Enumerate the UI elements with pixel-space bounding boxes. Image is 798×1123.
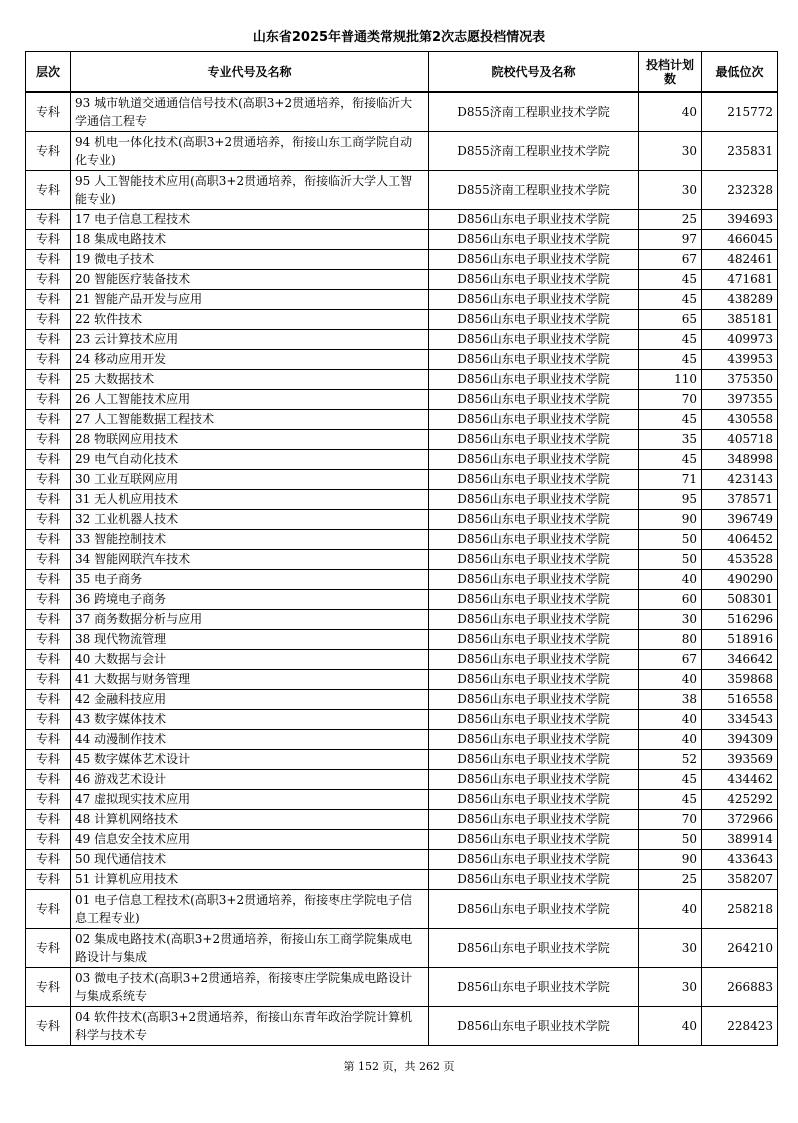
table-row <box>26 390 778 410</box>
cell-plan: 45 <box>639 450 702 470</box>
header-major: 专业代号及名称 <box>71 52 429 93</box>
cell-rank: 334543 <box>702 710 778 730</box>
cell-rank: 397355 <box>702 390 778 410</box>
cell-school: D855济南工程职业技术学院 <box>429 171 639 210</box>
table-row <box>26 850 778 870</box>
cell-major: 19 微电子技术 <box>71 250 429 270</box>
cell-plan: 97 <box>639 230 702 250</box>
cell-rank: 394693 <box>702 210 778 230</box>
header-plan: 投档计划数 <box>639 52 702 93</box>
cell-level: 专科 <box>26 230 71 250</box>
table-row <box>26 929 778 968</box>
table-row <box>26 550 778 570</box>
table-row <box>26 870 778 890</box>
cell-plan: 90 <box>639 850 702 870</box>
cell-school: D856山东电子职业技术学院 <box>429 968 639 1007</box>
table-row <box>26 450 778 470</box>
cell-rank: 258218 <box>702 890 778 929</box>
cell-major: 31 无人机应用技术 <box>71 490 429 510</box>
cell-major: 51 计算机应用技术 <box>71 870 429 890</box>
cell-plan: 30 <box>639 610 702 630</box>
table-row <box>26 370 778 390</box>
cell-level: 专科 <box>26 450 71 470</box>
cell-plan: 67 <box>639 250 702 270</box>
cell-major: 48 计算机网络技术 <box>71 810 429 830</box>
cell-school: D856山东电子职业技术学院 <box>429 490 639 510</box>
cell-school: D856山东电子职业技术学院 <box>429 610 639 630</box>
cell-school: D856山东电子职业技术学院 <box>429 1007 639 1046</box>
cell-school: D856山东电子职业技术学院 <box>429 310 639 330</box>
table-row <box>26 310 778 330</box>
cell-level: 专科 <box>26 730 71 750</box>
cell-school: D856山东电子职业技术学院 <box>429 550 639 570</box>
cell-plan: 30 <box>639 171 702 210</box>
table-row <box>26 610 778 630</box>
cell-school: D856山东电子职业技术学院 <box>429 630 639 650</box>
cell-major: 02 集成电路技术(高职3+2贯通培养，衔接山东工商学院集成电路设计与集成 <box>71 929 429 968</box>
table-row <box>26 810 778 830</box>
table-row <box>26 171 778 210</box>
cell-plan: 60 <box>639 590 702 610</box>
cell-school: D856山东电子职业技术学院 <box>429 870 639 890</box>
cell-major: 42 金融科技应用 <box>71 690 429 710</box>
table-row <box>26 1007 778 1046</box>
cell-rank: 235831 <box>702 132 778 171</box>
cell-level: 专科 <box>26 630 71 650</box>
cell-rank: 346642 <box>702 650 778 670</box>
cell-plan: 40 <box>639 570 702 590</box>
cell-major: 94 机电一体化技术(高职3+2贯通培养，衔接山东工商学院自动化专业) <box>71 132 429 171</box>
cell-rank: 430558 <box>702 410 778 430</box>
cell-rank: 228423 <box>702 1007 778 1046</box>
cell-major: 34 智能网联汽车技术 <box>71 550 429 570</box>
cell-level: 专科 <box>26 210 71 230</box>
cell-rank: 409973 <box>702 330 778 350</box>
cell-rank: 516558 <box>702 690 778 710</box>
admission-table <box>25 51 778 1046</box>
cell-plan: 50 <box>639 550 702 570</box>
cell-plan: 40 <box>639 890 702 929</box>
cell-level: 专科 <box>26 430 71 450</box>
cell-major: 28 物联网应用技术 <box>71 430 429 450</box>
cell-school: D856山东电子职业技术学院 <box>429 650 639 670</box>
table-row <box>26 690 778 710</box>
cell-rank: 453528 <box>702 550 778 570</box>
cell-rank: 438289 <box>702 290 778 310</box>
header-level: 层次 <box>26 52 71 93</box>
cell-level: 专科 <box>26 390 71 410</box>
cell-major: 40 大数据与会计 <box>71 650 429 670</box>
page-title: 山东省2025年普通类常规批第2次志愿投档情况表 <box>252 30 546 45</box>
cell-major: 38 现代物流管理 <box>71 630 429 650</box>
table-row <box>26 968 778 1007</box>
cell-plan: 52 <box>639 750 702 770</box>
cell-rank: 348998 <box>702 450 778 470</box>
cell-rank: 375350 <box>702 370 778 390</box>
cell-level: 专科 <box>26 810 71 830</box>
header-school: 院校代号及名称 <box>429 52 639 93</box>
cell-school: D856山东电子职业技术学院 <box>429 250 639 270</box>
cell-plan: 25 <box>639 870 702 890</box>
cell-school: D856山东电子职业技术学院 <box>429 230 639 250</box>
cell-rank: 423143 <box>702 470 778 490</box>
cell-plan: 30 <box>639 132 702 171</box>
cell-plan: 95 <box>639 490 702 510</box>
cell-level: 专科 <box>26 850 71 870</box>
cell-plan: 80 <box>639 630 702 650</box>
cell-school: D856山东电子职业技术学院 <box>429 470 639 490</box>
cell-plan: 38 <box>639 690 702 710</box>
cell-major: 37 商务数据分析与应用 <box>71 610 429 630</box>
cell-rank: 358207 <box>702 870 778 890</box>
cell-plan: 50 <box>639 830 702 850</box>
cell-major: 18 集成电路技术 <box>71 230 429 250</box>
cell-level: 专科 <box>26 370 71 390</box>
cell-level: 专科 <box>26 890 71 929</box>
cell-rank: 482461 <box>702 250 778 270</box>
cell-level: 专科 <box>26 690 71 710</box>
table-header-row <box>26 52 778 93</box>
cell-plan: 70 <box>639 390 702 410</box>
cell-major: 25 大数据技术 <box>71 370 429 390</box>
cell-plan: 40 <box>639 1007 702 1046</box>
cell-level: 专科 <box>26 171 71 210</box>
cell-major: 17 电子信息工程技术 <box>71 210 429 230</box>
cell-plan: 70 <box>639 810 702 830</box>
table-row <box>26 730 778 750</box>
cell-rank: 389914 <box>702 830 778 850</box>
cell-school: D855济南工程职业技术学院 <box>429 92 639 132</box>
cell-level: 专科 <box>26 92 71 132</box>
cell-school: D856山东电子职业技术学院 <box>429 270 639 290</box>
cell-rank: 405718 <box>702 430 778 450</box>
cell-rank: 378571 <box>702 490 778 510</box>
table-row <box>26 750 778 770</box>
cell-major: 49 信息安全技术应用 <box>71 830 429 850</box>
cell-plan: 40 <box>639 670 702 690</box>
table-row <box>26 630 778 650</box>
cell-major: 93 城市轨道交通通信信号技术(高职3+2贯通培养，衔接临沂大学通信工程专 <box>71 92 429 132</box>
cell-plan: 65 <box>639 310 702 330</box>
cell-level: 专科 <box>26 310 71 330</box>
cell-rank: 425292 <box>702 790 778 810</box>
cell-major: 04 软件技术(高职3+2贯通培养，衔接山东青年政治学院计算机科学与技术专 <box>71 1007 429 1046</box>
cell-school: D856山东电子职业技术学院 <box>429 450 639 470</box>
cell-rank: 264210 <box>702 929 778 968</box>
cell-school: D856山东电子职业技术学院 <box>429 770 639 790</box>
cell-level: 专科 <box>26 650 71 670</box>
cell-plan: 90 <box>639 510 702 530</box>
table-row <box>26 570 778 590</box>
cell-school: D856山东电子职业技术学院 <box>429 430 639 450</box>
table-row <box>26 710 778 730</box>
cell-school: D856山东电子职业技术学院 <box>429 810 639 830</box>
cell-school: D856山东电子职业技术学院 <box>429 929 639 968</box>
cell-level: 专科 <box>26 350 71 370</box>
cell-school: D856山东电子职业技术学院 <box>429 830 639 850</box>
table-row <box>26 670 778 690</box>
cell-plan: 25 <box>639 210 702 230</box>
table-row <box>26 410 778 430</box>
table-row <box>26 790 778 810</box>
cell-level: 专科 <box>26 530 71 550</box>
table-row <box>26 890 778 929</box>
cell-rank: 466045 <box>702 230 778 250</box>
cell-rank: 439953 <box>702 350 778 370</box>
cell-major: 27 人工智能数据工程技术 <box>71 410 429 430</box>
cell-major: 36 跨境电子商务 <box>71 590 429 610</box>
table-row <box>26 590 778 610</box>
cell-rank: 266883 <box>702 968 778 1007</box>
cell-plan: 110 <box>639 370 702 390</box>
cell-level: 专科 <box>26 550 71 570</box>
cell-level: 专科 <box>26 250 71 270</box>
cell-level: 专科 <box>26 929 71 968</box>
cell-level: 专科 <box>26 570 71 590</box>
cell-major: 50 现代通信技术 <box>71 850 429 870</box>
header-rank: 最低位次 <box>702 52 778 93</box>
cell-rank: 508301 <box>702 590 778 610</box>
cell-rank: 518916 <box>702 630 778 650</box>
cell-level: 专科 <box>26 750 71 770</box>
cell-level: 专科 <box>26 968 71 1007</box>
cell-rank: 471681 <box>702 270 778 290</box>
table-row <box>26 132 778 171</box>
cell-school: D856山东电子职业技术学院 <box>429 730 639 750</box>
cell-school: D855济南工程职业技术学院 <box>429 132 639 171</box>
cell-plan: 45 <box>639 330 702 350</box>
cell-level: 专科 <box>26 610 71 630</box>
cell-level: 专科 <box>26 510 71 530</box>
cell-major: 21 智能产品开发与应用 <box>71 290 429 310</box>
cell-school: D856山东电子职业技术学院 <box>429 670 639 690</box>
cell-rank: 393569 <box>702 750 778 770</box>
cell-major: 95 人工智能技术应用(高职3+2贯通培养，衔接临沂大学人工智能专业) <box>71 171 429 210</box>
cell-major: 44 动漫制作技术 <box>71 730 429 750</box>
table-row <box>26 470 778 490</box>
cell-level: 专科 <box>26 670 71 690</box>
cell-plan: 35 <box>639 430 702 450</box>
cell-plan: 30 <box>639 968 702 1007</box>
cell-rank: 396749 <box>702 510 778 530</box>
cell-level: 专科 <box>26 270 71 290</box>
cell-level: 专科 <box>26 770 71 790</box>
cell-rank: 490290 <box>702 570 778 590</box>
cell-level: 专科 <box>26 790 71 810</box>
table-row <box>26 650 778 670</box>
cell-level: 专科 <box>26 132 71 171</box>
cell-school: D856山东电子职业技术学院 <box>429 850 639 870</box>
cell-plan: 67 <box>639 650 702 670</box>
cell-major: 43 数字媒体技术 <box>71 710 429 730</box>
table-body <box>26 92 778 1046</box>
cell-major: 32 工业机器人技术 <box>71 510 429 530</box>
cell-major: 22 软件技术 <box>71 310 429 330</box>
table-row <box>26 270 778 290</box>
cell-major: 23 云计算技术应用 <box>71 330 429 350</box>
cell-level: 专科 <box>26 870 71 890</box>
cell-school: D856山东电子职业技术学院 <box>429 510 639 530</box>
cell-major: 47 虚拟现实技术应用 <box>71 790 429 810</box>
cell-major: 29 电气自动化技术 <box>71 450 429 470</box>
cell-major: 01 电子信息工程技术(高职3+2贯通培养，衔接枣庄学院电子信息工程专业) <box>71 890 429 929</box>
cell-school: D856山东电子职业技术学院 <box>429 790 639 810</box>
table-row <box>26 830 778 850</box>
cell-school: D856山东电子职业技术学院 <box>429 890 639 929</box>
cell-rank: 385181 <box>702 310 778 330</box>
cell-rank: 433643 <box>702 850 778 870</box>
cell-major: 46 游戏艺术设计 <box>71 770 429 790</box>
cell-plan: 30 <box>639 929 702 968</box>
cell-school: D856山东电子职业技术学院 <box>429 750 639 770</box>
cell-major: 45 数字媒体艺术设计 <box>71 750 429 770</box>
table-row <box>26 350 778 370</box>
cell-plan: 45 <box>639 270 702 290</box>
cell-plan: 45 <box>639 770 702 790</box>
cell-school: D856山东电子职业技术学院 <box>429 330 639 350</box>
cell-major: 30 工业互联网应用 <box>71 470 429 490</box>
cell-major: 26 人工智能技术应用 <box>71 390 429 410</box>
cell-plan: 40 <box>639 92 702 132</box>
cell-school: D856山东电子职业技术学院 <box>429 530 639 550</box>
cell-rank: 232328 <box>702 171 778 210</box>
table-row <box>26 430 778 450</box>
cell-rank: 359868 <box>702 670 778 690</box>
cell-level: 专科 <box>26 590 71 610</box>
table-row <box>26 530 778 550</box>
cell-school: D856山东电子职业技术学院 <box>429 390 639 410</box>
table-row <box>26 250 778 270</box>
cell-school: D856山东电子职业技术学院 <box>429 690 639 710</box>
cell-major: 24 移动应用开发 <box>71 350 429 370</box>
cell-school: D856山东电子职业技术学院 <box>429 590 639 610</box>
table-row <box>26 230 778 250</box>
table-row <box>26 490 778 510</box>
cell-major: 35 电子商务 <box>71 570 429 590</box>
table-row <box>26 210 778 230</box>
cell-plan: 45 <box>639 290 702 310</box>
cell-level: 专科 <box>26 1007 71 1046</box>
cell-plan: 71 <box>639 470 702 490</box>
cell-level: 专科 <box>26 410 71 430</box>
cell-school: D856山东电子职业技术学院 <box>429 290 639 310</box>
cell-major: 20 智能医疗装备技术 <box>71 270 429 290</box>
cell-school: D856山东电子职业技术学院 <box>429 350 639 370</box>
cell-rank: 394309 <box>702 730 778 750</box>
cell-school: D856山东电子职业技术学院 <box>429 410 639 430</box>
cell-plan: 45 <box>639 790 702 810</box>
cell-level: 专科 <box>26 490 71 510</box>
table-row <box>26 92 778 132</box>
table-row <box>26 330 778 350</box>
cell-rank: 434462 <box>702 770 778 790</box>
table-row <box>26 510 778 530</box>
cell-plan: 40 <box>639 710 702 730</box>
cell-level: 专科 <box>26 470 71 490</box>
cell-major: 41 大数据与财务管理 <box>71 670 429 690</box>
cell-school: D856山东电子职业技术学院 <box>429 210 639 230</box>
cell-school: D856山东电子职业技术学院 <box>429 710 639 730</box>
cell-level: 专科 <box>26 830 71 850</box>
cell-rank: 406452 <box>702 530 778 550</box>
cell-level: 专科 <box>26 710 71 730</box>
cell-school: D856山东电子职业技术学院 <box>429 370 639 390</box>
table-row <box>26 770 778 790</box>
cell-plan: 50 <box>639 530 702 550</box>
cell-rank: 372966 <box>702 810 778 830</box>
cell-plan: 40 <box>639 730 702 750</box>
cell-rank: 215772 <box>702 92 778 132</box>
cell-major: 33 智能控制技术 <box>71 530 429 550</box>
page-footer: 第 152 页，共 262 页 <box>343 1060 455 1073</box>
cell-level: 专科 <box>26 330 71 350</box>
cell-school: D856山东电子职业技术学院 <box>429 570 639 590</box>
cell-level: 专科 <box>26 290 71 310</box>
table-row <box>26 290 778 310</box>
cell-plan: 45 <box>639 410 702 430</box>
cell-major: 03 微电子技术(高职3+2贯通培养，衔接枣庄学院集成电路设计与集成系统专 <box>71 968 429 1007</box>
cell-rank: 516296 <box>702 610 778 630</box>
cell-plan: 45 <box>639 350 702 370</box>
